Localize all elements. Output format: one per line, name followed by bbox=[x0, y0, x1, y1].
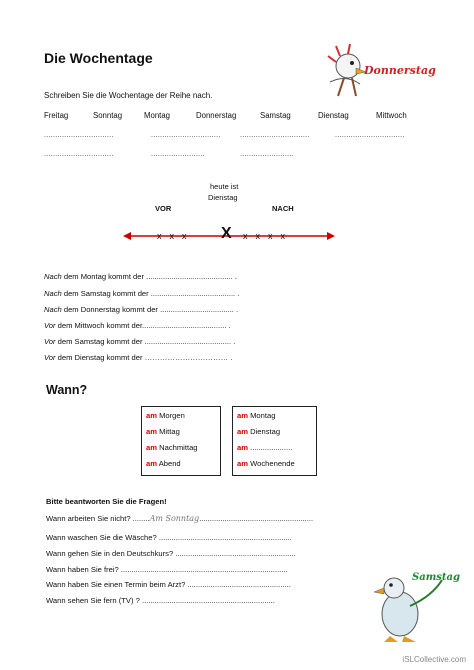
before-label: VOR bbox=[155, 204, 172, 213]
question-1: Wann arbeiten Sie nicht? ........Am Sonntag...................................................... bbox=[46, 514, 314, 523]
answer-line[interactable]: ........................ bbox=[240, 151, 294, 158]
today-day-label: Dienstag bbox=[208, 193, 238, 202]
day-3: Montag bbox=[144, 111, 171, 120]
sentence-6: Vor dem Dienstag kommt der …………………………… . bbox=[44, 353, 233, 362]
questions-heading: Bitte beantworten Sie die Fragen! bbox=[46, 497, 167, 506]
day-5: Samstag bbox=[260, 111, 291, 120]
tick-mark: x bbox=[243, 231, 256, 241]
answer-line[interactable]: ............................... bbox=[151, 132, 221, 139]
answer-handwritten[interactable]: Am Sonntag bbox=[149, 514, 200, 523]
question-3: Wann gehen Sie in den Deutschkurs? ......................................................... bbox=[46, 549, 296, 558]
today-marker: X bbox=[221, 225, 232, 242]
question-4: Wann haben Sie frei? ............................................................................... bbox=[46, 565, 288, 574]
sentence-4: Vor dem Mittwoch kommt der........................................ . bbox=[44, 321, 231, 330]
tick-mark: x bbox=[280, 231, 293, 241]
tick-mark: x bbox=[169, 231, 182, 241]
box-left-item: am Mittag bbox=[146, 427, 180, 436]
box-right-item: am Wochenende bbox=[237, 459, 295, 468]
day-1: Freitag bbox=[44, 111, 69, 120]
day-4: Donnerstag bbox=[196, 111, 237, 120]
tick-mark: x bbox=[268, 231, 281, 241]
question-2: Wann waschen Sie die Wäsche? ............................................................... bbox=[46, 533, 292, 542]
box-left-item: am Morgen bbox=[146, 411, 185, 420]
box-right-item: am Montag bbox=[237, 411, 276, 420]
tick-marks-after bbox=[243, 231, 293, 241]
tick-mark: x bbox=[157, 231, 170, 241]
samstag-label: Samstag bbox=[412, 572, 461, 583]
box-right-item: am Dienstag bbox=[237, 427, 281, 436]
footer-watermark: iSLCollective.com bbox=[402, 655, 466, 664]
tick-mark: x bbox=[255, 231, 268, 241]
box-left-item: am Nachmittag bbox=[146, 443, 198, 452]
box-right-item: am .................... bbox=[237, 443, 293, 452]
box-left-item: am Abend bbox=[146, 459, 181, 468]
after-label: NACH bbox=[272, 204, 294, 213]
question-6: Wann sehen Sie fern (TV) ? ............................................................... bbox=[46, 596, 275, 605]
tick-mark: x bbox=[182, 231, 195, 241]
day-7: Mittwoch bbox=[376, 111, 407, 120]
day-2: Sonntag bbox=[93, 111, 123, 120]
sentence-2: Nach dem Samstag kommt der ........................................ . bbox=[44, 289, 240, 298]
today-label: heute ist bbox=[210, 182, 239, 191]
question-5: Wann haben Sie einen Termin beim Arzt? ................................................. bbox=[46, 580, 291, 589]
answer-line[interactable]: ............................... bbox=[44, 132, 114, 139]
duck-illustration-samstag bbox=[372, 566, 468, 644]
sentence-5: Vor dem Samstag kommt der ......................................... . bbox=[44, 337, 236, 346]
answer-line[interactable]: ............................... bbox=[335, 132, 405, 139]
wann-heading: Wann? bbox=[46, 383, 88, 397]
page-title: Die Wochentage bbox=[44, 50, 153, 66]
answer-line[interactable]: ............................... bbox=[44, 151, 114, 158]
sentence-3: Nach dem Donnerstag kommt der ................................... . bbox=[44, 305, 239, 314]
tick-marks-before bbox=[157, 231, 195, 241]
donnerstag-label: Donnerstag bbox=[364, 64, 436, 77]
day-6: Dienstag bbox=[318, 111, 349, 120]
instruction: Schreiben Sie die Wochentage der Reihe nach. bbox=[44, 91, 213, 100]
bird-illustration-donnerstag bbox=[326, 38, 444, 100]
sentence-1: Nach dem Montag kommt der ......................................... . bbox=[44, 272, 237, 281]
answer-line[interactable]: ........................ bbox=[151, 151, 205, 158]
answer-line[interactable]: ............................... bbox=[240, 132, 310, 139]
